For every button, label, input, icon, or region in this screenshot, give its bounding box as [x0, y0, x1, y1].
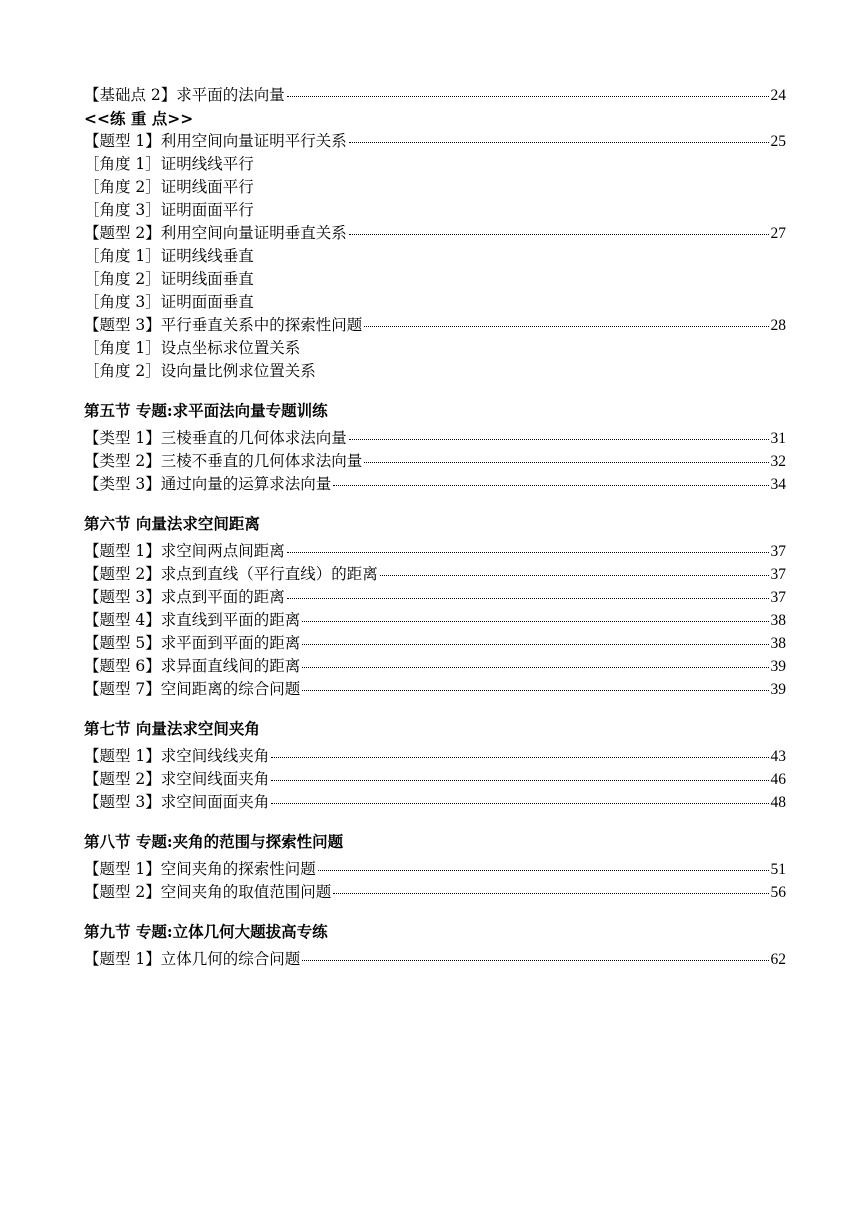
toc-entry-page: 27	[770, 225, 786, 242]
dot-leader	[333, 484, 768, 486]
toc-entry-page: 62	[770, 951, 786, 968]
toc-entry[interactable]	[84, 678, 786, 701]
toc-entry[interactable]	[84, 130, 786, 153]
toc-entry-page: 38	[770, 612, 786, 629]
toc-entry[interactable]	[84, 540, 786, 563]
toc-entry-label: 【类型 3】通过向量的运算求法向量	[84, 475, 332, 493]
toc-entry-label: 【基础点 2】求平面的法向量	[84, 86, 285, 104]
toc-entry-page: 32	[770, 453, 786, 470]
toc-entry-label: 【题型 2】求空间线面夹角	[84, 770, 270, 788]
toc-entry-label: 【题型 3】平行垂直关系中的探索性问题	[84, 316, 363, 334]
toc-entry-label: 【题型 3】求点到平面的距离	[84, 588, 285, 606]
toc-entry-label: 【题型 1】求空间两点间距离	[84, 542, 285, 560]
toc-subentry[interactable]: ［角度 1］证明线线平行	[84, 155, 254, 173]
toc-entry-page: 34	[770, 476, 786, 493]
toc-entry-page: 48	[770, 794, 786, 811]
toc-entry[interactable]	[84, 450, 786, 473]
section-heading[interactable]: 第六节 向量法求空间距离	[84, 514, 260, 533]
dot-leader	[349, 438, 769, 440]
dot-leader	[271, 779, 768, 781]
dot-leader	[302, 689, 768, 691]
toc-entry[interactable]	[84, 858, 786, 881]
toc-subentry[interactable]: ［角度 1］证明线线垂直	[84, 247, 254, 265]
toc-entry-label: 【题型 1】利用空间向量证明平行关系	[84, 132, 347, 150]
toc-entry-label: 【题型 3】求空间面面夹角	[84, 793, 270, 811]
dot-leader	[364, 461, 768, 463]
toc-entry[interactable]	[84, 632, 786, 655]
toc-entry[interactable]	[84, 881, 786, 904]
dot-leader	[318, 869, 769, 871]
toc-entry-label: 【类型 2】三棱不垂直的几何体求法向量	[84, 452, 363, 470]
section-heading[interactable]: 第五节 专题:求平面法向量专题训练	[84, 401, 328, 420]
toc-entry[interactable]	[84, 745, 786, 768]
toc-subentry[interactable]: ［角度 2］证明线面垂直	[84, 270, 254, 288]
section-heading[interactable]: 第八节 专题:夹角的范围与探索性问题	[84, 832, 344, 851]
toc-entry-label: 【题型 2】利用空间向量证明垂直关系	[84, 224, 347, 242]
toc-entry-page: 56	[770, 884, 786, 901]
toc-entry-page: 25	[770, 133, 786, 150]
toc-entry-label: 【题型 1】立体几何的综合问题	[84, 950, 301, 968]
toc-entry-label: 【题型 1】空间夹角的探索性问题	[84, 860, 316, 878]
toc-entry[interactable]	[84, 563, 786, 586]
toc-subentry[interactable]: ［角度 3］证明面面平行	[84, 201, 254, 219]
toc-entry[interactable]	[84, 222, 786, 245]
toc-entry-page: 24	[770, 87, 786, 104]
dot-leader	[287, 551, 769, 553]
toc-entry-page: 37	[770, 566, 786, 583]
dot-leader	[302, 643, 768, 645]
toc-entry[interactable]	[84, 314, 786, 337]
toc-entry[interactable]	[84, 655, 786, 678]
toc-entry-page: 46	[770, 771, 786, 788]
dot-leader	[380, 574, 769, 576]
toc-entry[interactable]	[84, 609, 786, 632]
dot-leader	[302, 959, 768, 961]
dot-leader	[364, 325, 768, 327]
toc-subentry[interactable]: ［角度 1］设点坐标求位置关系	[84, 339, 301, 357]
dot-leader	[287, 597, 769, 599]
section-heading[interactable]: 第七节 向量法求空间夹角	[84, 719, 260, 738]
toc-entry-page: 37	[770, 589, 786, 606]
toc-entry-page: 43	[770, 748, 786, 765]
toc-entry-label: 【题型 7】空间距离的综合问题	[84, 680, 301, 698]
section-heading[interactable]: 第九节 专题:立体几何大题拔高专练	[84, 922, 328, 941]
dot-leader	[271, 802, 768, 804]
toc-entry-label: 【题型 4】求直线到平面的距离	[84, 611, 301, 629]
toc-entry-label: 【题型 2】求点到直线（平行直线）的距离	[84, 565, 378, 583]
toc-entry[interactable]	[84, 791, 786, 814]
dot-leader	[271, 756, 768, 758]
toc-entry-label: 【题型 2】空间夹角的取值范围问题	[84, 883, 332, 901]
toc-entry-page: 28	[770, 317, 786, 334]
dot-leader	[302, 620, 768, 622]
dot-leader	[287, 95, 769, 97]
toc-entry[interactable]	[84, 427, 786, 450]
toc-entry-page: 39	[770, 681, 786, 698]
toc-entry[interactable]	[84, 84, 786, 107]
dot-leader	[302, 666, 768, 668]
toc-subentry[interactable]: ［角度 2］证明线面平行	[84, 178, 254, 196]
dot-leader	[349, 141, 769, 143]
toc-entry-label: 【题型 1】求空间线线夹角	[84, 747, 270, 765]
toc-entry-page: 39	[770, 658, 786, 675]
toc-entry[interactable]	[84, 768, 786, 791]
dot-leader	[349, 233, 769, 235]
toc-entry[interactable]	[84, 586, 786, 609]
practice-subheading: <<练 重 点>>	[84, 109, 194, 128]
toc-entry-page: 51	[770, 861, 786, 878]
toc-entry[interactable]	[84, 473, 786, 496]
toc-entry[interactable]	[84, 948, 786, 971]
table-of-contents	[84, 84, 786, 971]
toc-entry-label: 【题型 6】求异面直线间的距离	[84, 657, 301, 675]
toc-subentry[interactable]: ［角度 2］设向量比例求位置关系	[84, 362, 316, 380]
toc-entry-page: 37	[770, 543, 786, 560]
dot-leader	[333, 892, 768, 894]
toc-entry-page: 38	[770, 635, 786, 652]
toc-entry-label: 【类型 1】三棱垂直的几何体求法向量	[84, 429, 347, 447]
toc-entry-page: 31	[770, 430, 786, 447]
toc-entry-label: 【题型 5】求平面到平面的距离	[84, 634, 301, 652]
toc-subentry[interactable]: ［角度 3］证明面面垂直	[84, 293, 254, 311]
